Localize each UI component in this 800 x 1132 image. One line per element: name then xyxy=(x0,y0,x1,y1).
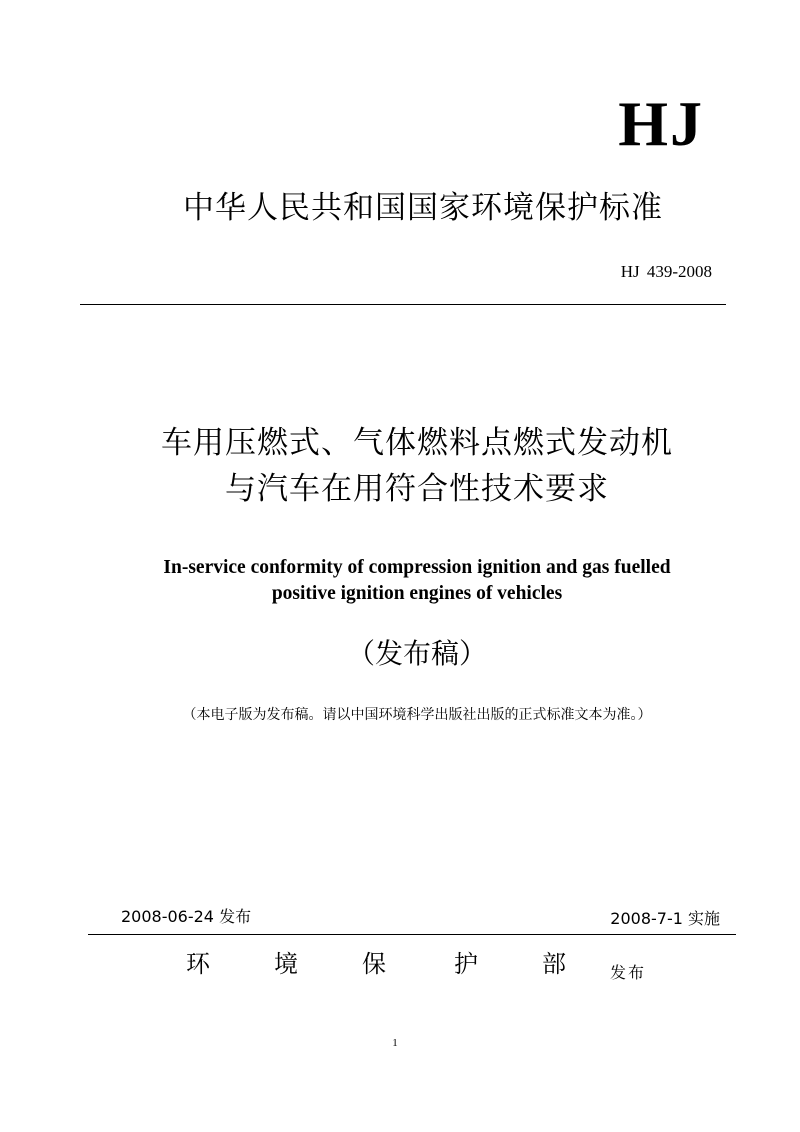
top-divider xyxy=(80,304,726,305)
publisher-char-1: 环 xyxy=(186,950,210,978)
english-title-line-2: positive ignition engines of vehicles xyxy=(271,583,563,604)
edition-note: （本电子版为发布稿。请以中国环境科学出版社出版的正式标准文本为准。） xyxy=(182,707,652,723)
publisher-name xyxy=(186,946,586,986)
standard-body-title: 中华人民共和国国家环境保护标准 xyxy=(183,190,663,226)
english-title xyxy=(0,555,800,607)
hj-logo: HJ xyxy=(618,88,704,159)
chinese-title xyxy=(0,420,800,512)
publisher-char-2: 境 xyxy=(274,950,298,978)
issue-date: 2008-06-24 发布 xyxy=(121,907,252,926)
chinese-title-line-2: 与汽车在用符合性技术要求 xyxy=(225,471,609,507)
bottom-divider xyxy=(88,934,736,935)
publisher-suffix: 发布 xyxy=(610,963,647,982)
page-number: 1 xyxy=(392,1037,398,1049)
standard-number: HJ 439-2008 xyxy=(620,262,712,281)
publisher-char-4: 护 xyxy=(454,950,478,978)
implementation-date: 2008-7-1 实施 xyxy=(610,909,720,928)
chinese-title-line-1: 车用压燃式、气体燃料点燃式发动机 xyxy=(161,425,673,461)
publisher-char-3: 保 xyxy=(362,950,386,978)
publisher-char-5: 部 xyxy=(542,950,566,978)
draft-label: （发布稿） xyxy=(346,637,487,670)
english-title-line-1: In-service conformity of compression ignition and gas fuelled xyxy=(163,557,671,578)
